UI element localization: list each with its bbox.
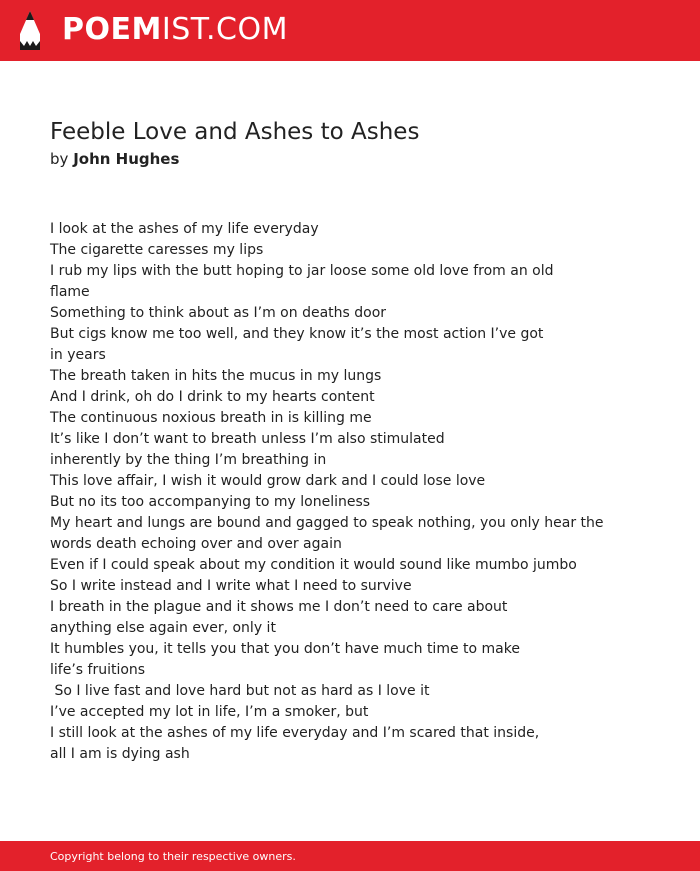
poem-line: The breath taken in hits the mucus in my lungs bbox=[50, 368, 382, 384]
poem-line: in years bbox=[50, 347, 106, 363]
logo-text-light: IST.COM bbox=[161, 12, 288, 47]
poem-line: The continuous noxious breath in is killing me bbox=[50, 410, 372, 426]
poem-line: life’s fruitions bbox=[50, 662, 146, 678]
poem-line: Even if I could speak about my condition it would sound like mumbo jumbo bbox=[50, 557, 577, 573]
poem-body bbox=[50, 219, 650, 765]
poem-line: The cigarette caresses my lips bbox=[50, 242, 264, 258]
pencil-tip-icon[interactable] bbox=[18, 10, 42, 52]
poem-line: flame bbox=[50, 284, 90, 300]
poem-line: It’s like I don’t want to breath unless I’m also stimulated bbox=[50, 431, 445, 447]
poem-line: anything else again ever, only it bbox=[50, 620, 276, 636]
poem-line: But cigs know me too well, and they know it’s the most action I’ve got bbox=[50, 326, 544, 342]
poem-line: I rub my lips with the butt hoping to jar loose some old love from an old bbox=[50, 263, 554, 279]
site-logo[interactable] bbox=[62, 12, 288, 48]
site-header bbox=[0, 0, 700, 61]
poem-line: all I am is dying ash bbox=[50, 746, 190, 762]
poem-line: I still look at the ashes of my life everyday and I’m scared that inside, bbox=[50, 725, 540, 741]
poem-line: Something to think about as I’m on deaths door bbox=[50, 305, 387, 321]
copyright-notice: Copyright belong to their respective owners. bbox=[50, 850, 296, 863]
site-footer bbox=[0, 841, 700, 871]
poem-line: It humbles you, it tells you that you don’t have much time to make bbox=[50, 641, 520, 657]
poem-line: My heart and lungs are bound and gagged to speak nothing, you only hear the bbox=[50, 515, 604, 531]
by-label: by bbox=[50, 150, 69, 168]
poem-line: This love affair, I wish it would grow dark and I could lose love bbox=[50, 473, 486, 489]
poem-line: But no its too accompanying to my loneliness bbox=[50, 494, 371, 510]
poem-line: So I live fast and love hard but not as hard as I love it bbox=[50, 683, 430, 699]
poem-line: I look at the ashes of my life everyday bbox=[50, 221, 319, 237]
poem-line: I’ve accepted my lot in life, I’m a smoker, but bbox=[50, 704, 369, 720]
poem-line: And I drink, oh do I drink to my hearts content bbox=[50, 389, 375, 405]
poem-line: inherently by the thing I’m breathing in bbox=[50, 452, 327, 468]
author-name: John Hughes bbox=[73, 150, 180, 168]
poem-title: Feeble Love and Ashes to Ashes bbox=[50, 119, 420, 145]
poem-line: words death echoing over and over again bbox=[50, 536, 342, 552]
poem-line: I breath in the plague and it shows me I don’t need to care about bbox=[50, 599, 508, 615]
byline bbox=[50, 148, 179, 170]
logo-text-bold: POEM bbox=[62, 12, 162, 47]
poem-line: So I write instead and I write what I need to survive bbox=[50, 578, 412, 594]
